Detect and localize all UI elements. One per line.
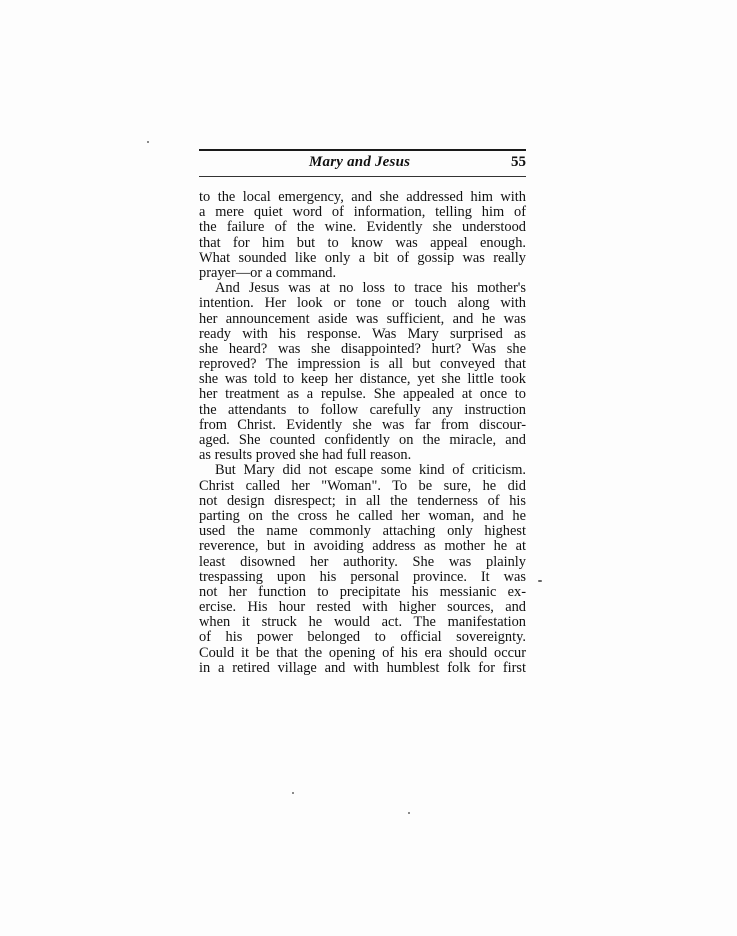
scan-speck [292,792,294,794]
text-line: as results proved she had full reason. [199,447,412,464]
page-number: 55 [511,154,526,170]
text-line: aged. She counted confidently on the miracle, and [199,432,526,448]
running-head-title: Mary and Jesus [309,154,411,170]
scan-speck [408,812,410,814]
text-line: from Christ. Evidently she was far from discour- [199,416,526,433]
text-line: her announcement aside was sufficient, and he was [199,310,526,327]
text-line: reproved? The impression is all but conveyed that [199,356,526,373]
text-line: What sounded like only a bit of gossip was really [199,249,526,266]
text-line: of his power belonged to official sovereignty. [199,629,526,646]
text-line: to the local emergency, and she addressed him with [199,189,526,205]
text-line: prayer—or a command. [199,264,337,281]
text-line: when it struck he would act. The manifestation [199,614,526,631]
text-line: a mere quiet word of information, telling him of [199,204,526,221]
body-text [199,190,526,676]
text-line: Could it be that the opening of his era should occur [199,644,526,661]
header-rule-bottom [199,176,526,177]
text-line: she heard? was she disappointed? hurt? Was she [199,340,526,357]
text-line: not her function to precipitate his messianic ex- [199,583,526,600]
text-line: trespassing upon his personal province. It was [199,568,526,585]
text-line: reverence, but in avoiding address as mother he at [199,538,526,555]
text-line: the failure of the wine. Evidently she understood [199,219,526,236]
text-line: used the name commonly attaching only highest [199,523,526,540]
text-line: not design disrespect; in all the tenderness of his [199,492,526,509]
text-line: intention. Her look or tone or touch along with [199,295,526,312]
text-line: parting on the cross he called her woman, and he [199,507,526,524]
text-line: that for him but to know was appeal enough. [199,234,526,251]
text-line: ready with his response. Was Mary surprised as [199,325,526,342]
text-line: in a retired village and with humblest folk for first [199,659,526,676]
text-line: But Mary did not escape some kind of criticism. [215,462,526,479]
text-line: Christ called her "Woman". To be sure, he did [199,477,526,494]
text-line: ercise. His hour rested with higher sources, and [199,599,526,616]
text-line: her treatment as a repulse. She appealed at once to [199,386,526,403]
text-line: the attendants to follow carefully any instruction [199,401,526,418]
header-rule-top [199,149,526,151]
text-line: least disowned her authority. She was plainly [199,553,526,570]
scan-speck [147,141,149,143]
running-head [199,154,526,174]
scan-speck [538,580,542,582]
text-line: And Jesus was at no loss to trace his mother's [215,280,526,297]
text-line: she was told to keep her distance, yet she little took [199,371,526,388]
